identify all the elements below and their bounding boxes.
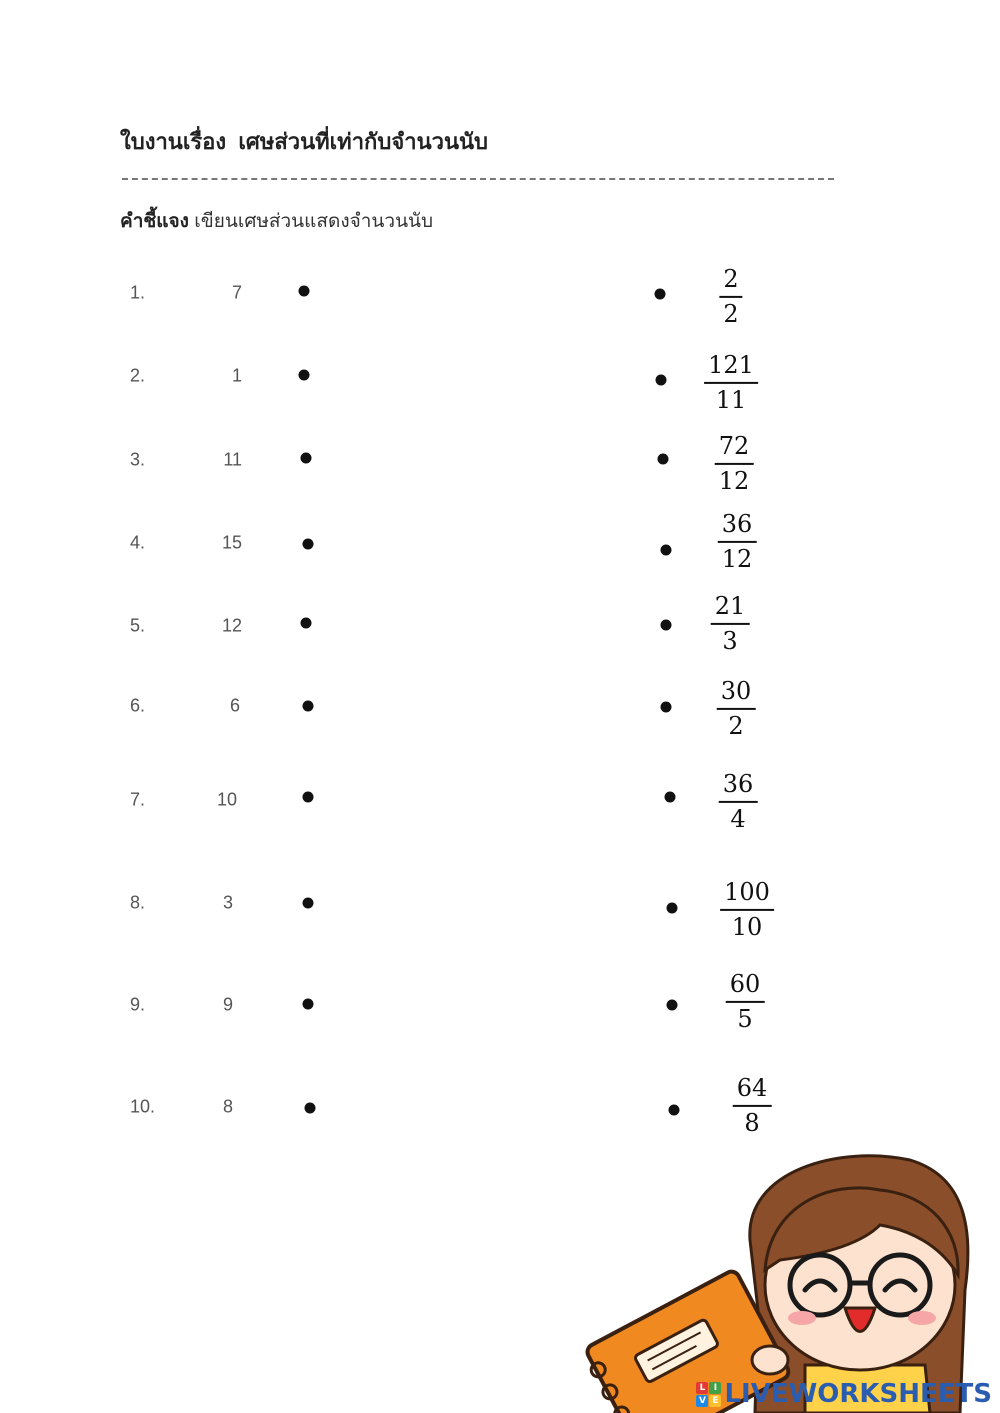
fraction-bar [718, 541, 757, 543]
item-value: 12 [221, 615, 242, 636]
fraction [711, 593, 750, 655]
fraction-bar [719, 801, 758, 803]
right-match-dot[interactable] [661, 545, 672, 556]
item-number: 8. [130, 892, 146, 913]
fraction-bar [733, 1105, 772, 1107]
item-value: 1 [231, 365, 242, 386]
right-match-dot[interactable] [655, 289, 666, 300]
left-match-dot[interactable] [303, 701, 314, 712]
item-value: 8 [222, 1096, 233, 1117]
numerator: 36 [721, 509, 753, 538]
right-match-dot[interactable] [665, 792, 676, 803]
numerator: 21 [714, 591, 746, 620]
denominator: 10 [731, 912, 763, 941]
left-match-dot[interactable] [303, 539, 314, 550]
left-match-dot[interactable] [301, 453, 312, 464]
logo-letter: E [709, 1395, 721, 1407]
denominator: 12 [721, 544, 753, 573]
numerator: 36 [722, 769, 754, 798]
numerator: 2 [723, 264, 739, 293]
right-match-dot[interactable] [658, 454, 669, 465]
item-number: 10. [130, 1096, 156, 1117]
item-value: 11 [223, 449, 242, 470]
logo-letter: V [696, 1395, 708, 1407]
fraction [717, 678, 756, 740]
left-match-dot[interactable] [299, 370, 310, 381]
item-number: 3. [130, 449, 146, 470]
fraction [718, 511, 757, 573]
item-value: 15 [221, 532, 242, 553]
fraction-bar [720, 909, 774, 911]
instruction-label: คำชี้แจง [120, 211, 189, 232]
right-match-dot[interactable] [656, 375, 667, 386]
item-number: 4. [130, 532, 146, 553]
left-match-dot[interactable] [305, 1103, 316, 1114]
instruction-text: เขียนเศษส่วนแสดงจำนวนนับ [188, 211, 434, 232]
fraction-bar [726, 1001, 765, 1003]
fraction [719, 266, 742, 328]
denominator: 5 [737, 1004, 753, 1033]
left-match-dot[interactable] [303, 898, 314, 909]
fraction [726, 971, 765, 1033]
worksheet-title: ใบงานเรื่อง เศษส่วนที่เท่ากับจำนวนนับ [120, 129, 489, 154]
left-match-dot[interactable] [303, 792, 314, 803]
fraction [733, 1075, 772, 1137]
numerator: 30 [720, 676, 752, 705]
item-number: 5. [130, 615, 146, 636]
logo-letter: I [709, 1382, 721, 1394]
fraction-bar [717, 708, 756, 710]
denominator: 8 [744, 1108, 760, 1137]
denominator: 11 [715, 385, 747, 414]
left-match-dot[interactable] [303, 999, 314, 1010]
right-match-dot[interactable] [669, 1105, 680, 1116]
logo-letter: L [696, 1382, 708, 1394]
denominator: 2 [723, 299, 739, 328]
right-match-dot[interactable] [661, 702, 672, 713]
brand-name: LIVEWORKSHEETS [724, 1379, 992, 1409]
item-number: 7. [130, 789, 146, 810]
girl-illustration [580, 1150, 1000, 1413]
right-match-dot[interactable] [661, 620, 672, 631]
item-number: 6. [130, 695, 146, 716]
item-number: 1. [130, 282, 146, 303]
instruction [120, 206, 433, 236]
denominator: 4 [730, 804, 746, 833]
dashed-divider [122, 178, 834, 180]
item-value: 3 [222, 892, 233, 913]
fraction [704, 352, 758, 414]
right-match-dot[interactable] [667, 1000, 678, 1011]
fraction-bar [715, 463, 754, 465]
fraction [715, 433, 754, 495]
item-value: 6 [229, 695, 240, 716]
item-value: 10 [216, 789, 237, 810]
fraction-bar [704, 382, 758, 384]
left-match-dot[interactable] [301, 618, 312, 629]
denominator: 2 [728, 711, 744, 740]
liveworksheets-logo-icon [696, 1382, 721, 1407]
fraction [720, 879, 774, 941]
fraction-bar [719, 296, 742, 298]
liveworksheets-brand[interactable] [696, 1379, 992, 1409]
right-match-dot[interactable] [667, 903, 678, 914]
item-value: 7 [231, 282, 242, 303]
fraction-bar [711, 623, 750, 625]
numerator: 121 [708, 350, 754, 379]
numerator: 64 [736, 1073, 768, 1102]
numerator: 72 [718, 431, 750, 460]
denominator: 3 [722, 626, 738, 655]
left-match-dot[interactable] [299, 286, 310, 297]
item-value: 9 [222, 994, 233, 1015]
numerator: 100 [724, 877, 770, 906]
item-number: 2. [130, 365, 146, 386]
denominator: 12 [718, 466, 750, 495]
fraction [719, 771, 758, 833]
numerator: 60 [729, 969, 761, 998]
item-number: 9. [130, 994, 146, 1015]
